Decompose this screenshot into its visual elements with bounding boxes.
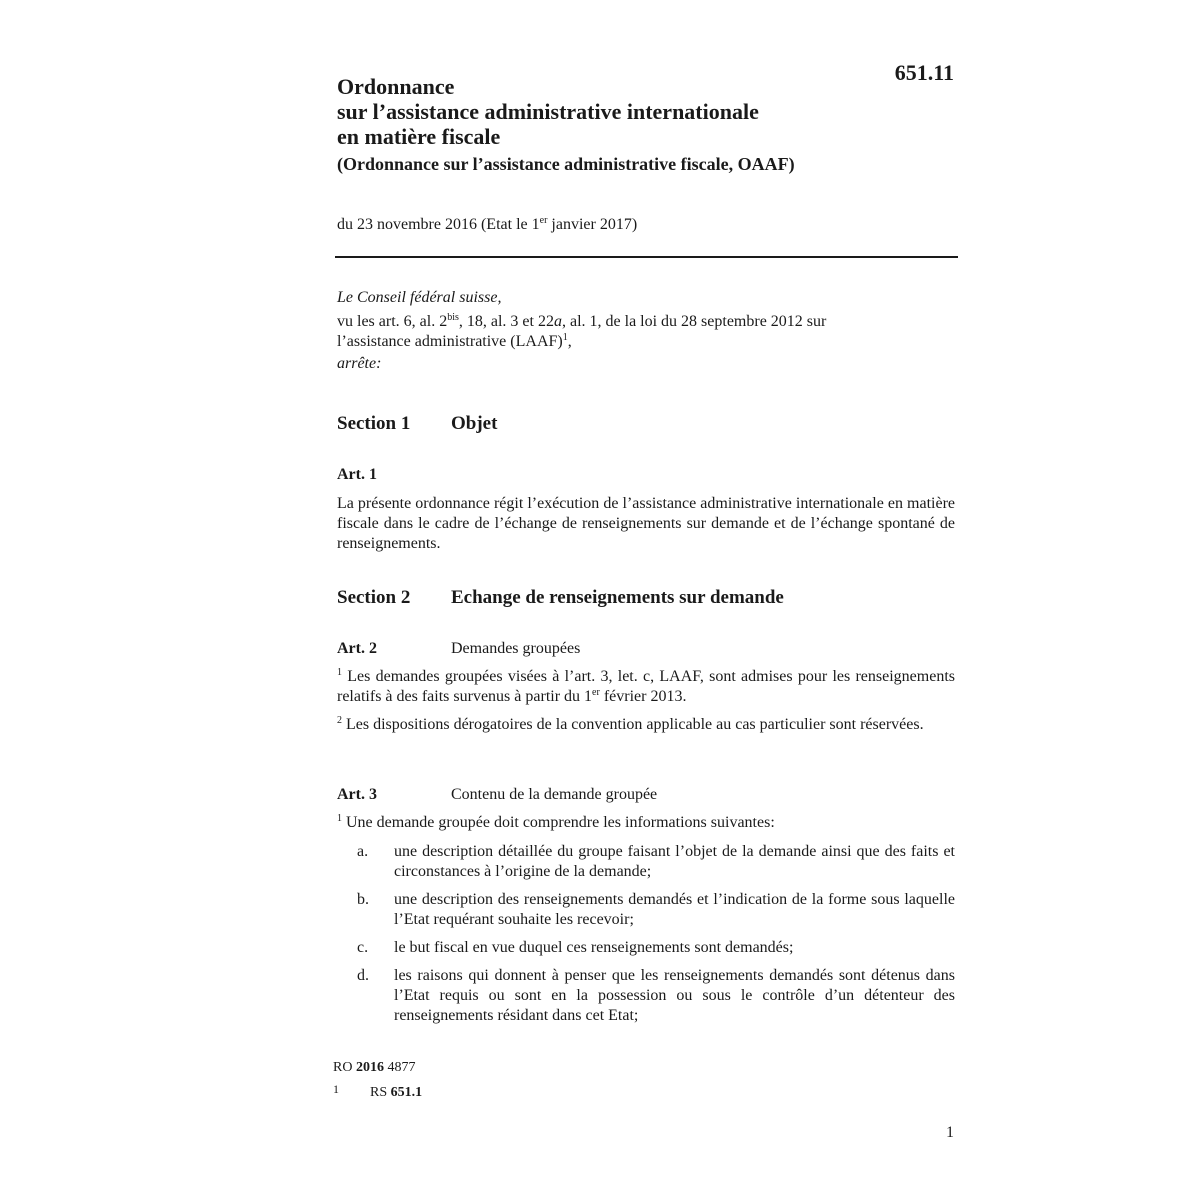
- art-3-p1-number: 1: [337, 813, 342, 824]
- art-2-paragraph-2: [337, 715, 955, 735]
- art-3-heading: [337, 785, 955, 805]
- list-item-text: une description détaillée du groupe faisant l’objet de la demande ainsi que des faits et circonstances à l’origine de la demande;: [394, 843, 955, 880]
- preamble-authority: Le Conseil fédéral suisse,: [337, 289, 502, 306]
- art-2-paragraph-1: [337, 667, 955, 707]
- title-line-2: sur l’assistance administrative internationale: [337, 99, 759, 124]
- list-item-marker: d.: [357, 967, 369, 984]
- vu-line-2: l’assistance administrative (LAAF): [337, 333, 563, 350]
- header-divider: [335, 256, 958, 258]
- date-prefix: du 23 novembre 2016 (Etat le 1: [337, 216, 540, 233]
- art-2-p2-number: 2: [337, 715, 342, 726]
- list-item-text: une description des renseignements demandés et l’indication de la forme sous laquelle l’Etat requérant souhaite les recevoir;: [394, 891, 955, 928]
- section-2-heading: [337, 588, 955, 608]
- page-number: 1: [946, 1124, 954, 1141]
- list-item-text: le but fiscal en vue duquel ces renseignements sont demandés;: [394, 939, 794, 956]
- art-1-text: La présente ordonnance régit l’exécution de l’assistance administrative internationale en matière fiscale dans le cadre de l’échange de renseignements sur demande et de l’échange spontané de renseignements.: [337, 495, 955, 552]
- list-item: [357, 842, 955, 882]
- section-2-label: Section 2: [337, 587, 411, 608]
- preamble-arrete: arrête:: [337, 355, 382, 372]
- list-item-marker: b.: [357, 891, 369, 908]
- art-1-label: Art. 1: [337, 466, 377, 483]
- ro-page: 4877: [383, 1060, 416, 1075]
- art-2-heading: [337, 639, 955, 659]
- art-2-title: Demandes groupées: [451, 640, 581, 657]
- list-item-marker: c.: [357, 939, 369, 956]
- section-2-title: Echange de renseignements sur demande: [451, 587, 784, 608]
- footnote-ref: 651.1: [390, 1085, 423, 1100]
- vu-sup-bis: bis: [447, 312, 459, 323]
- art-2-p1-sup: er: [592, 687, 600, 698]
- list-item-marker: a.: [357, 843, 369, 860]
- vu-part-b: , 18, al. 3 et 22: [458, 313, 554, 330]
- footnote-prefix: RS: [370, 1085, 391, 1100]
- list-item: [357, 938, 955, 958]
- footer-ro: [333, 1058, 415, 1078]
- art-2-p1-number: 1: [337, 667, 342, 678]
- list-item-text: les raisons qui donnent à penser que les renseignements demandés sont détenus dans l’Etat requis ou sont en la possession ou sous le contrôle d’un détenteur des renseignements résidant dans cet Etat;: [394, 967, 955, 1024]
- ro-year: 2016: [355, 1060, 384, 1075]
- section-1-heading: [337, 414, 955, 434]
- preamble-vu: [337, 312, 955, 352]
- title-line-1: Ordonnance: [337, 74, 455, 99]
- art-1-heading: [337, 465, 955, 485]
- art-3-paragraph-1: [337, 813, 955, 833]
- art-2-p1-text: Les demandes groupées visées à l’art. 3, let. c, LAAF, sont admises pour les renseignements relatifs à des faits survenus à partir du 1: [337, 668, 955, 705]
- date-sup: er: [539, 215, 548, 226]
- art-2-label: Art. 2: [337, 640, 377, 657]
- vu-part-c: , al. 1, de la loi du 28 septembre 2012 sur: [561, 313, 827, 330]
- document-number: 651.11: [894, 60, 954, 85]
- document-title: [337, 74, 877, 149]
- preamble: [337, 288, 955, 374]
- title-line-3: en matière fiscale: [337, 124, 501, 149]
- footnote-number: 1: [333, 1082, 339, 1096]
- date-suffix: janvier 2017): [547, 216, 638, 233]
- art-3-list: [357, 842, 955, 1034]
- art-3-title: Contenu de la demande groupée: [451, 786, 658, 803]
- document-date: [337, 216, 637, 234]
- ro-prefix: RO: [333, 1060, 356, 1075]
- art-2-p2-text: Les dispositions dérogatoires de la convention applicable au cas particulier sont réservées.: [342, 716, 924, 733]
- vu-italic-a: a: [553, 313, 562, 330]
- section-1-title: Objet: [451, 413, 498, 434]
- art-3-p1-text: Une demande groupée doit comprendre les informations suivantes:: [342, 814, 775, 831]
- list-item: [357, 966, 955, 1026]
- document-subtitle: (Ordonnance sur l’assistance administrative fiscale, OAAF): [337, 154, 795, 174]
- art-2-p1-end: février 2013.: [599, 688, 687, 705]
- footnote-1: [333, 1079, 422, 1103]
- footnote-ref-1: 1: [562, 332, 568, 343]
- list-item: [357, 890, 955, 930]
- section-1-label: Section 1: [337, 413, 411, 434]
- vu-end: ,: [567, 333, 572, 350]
- art-3-label: Art. 3: [337, 786, 377, 803]
- vu-part-a: vu les art. 6, al. 2: [337, 313, 448, 330]
